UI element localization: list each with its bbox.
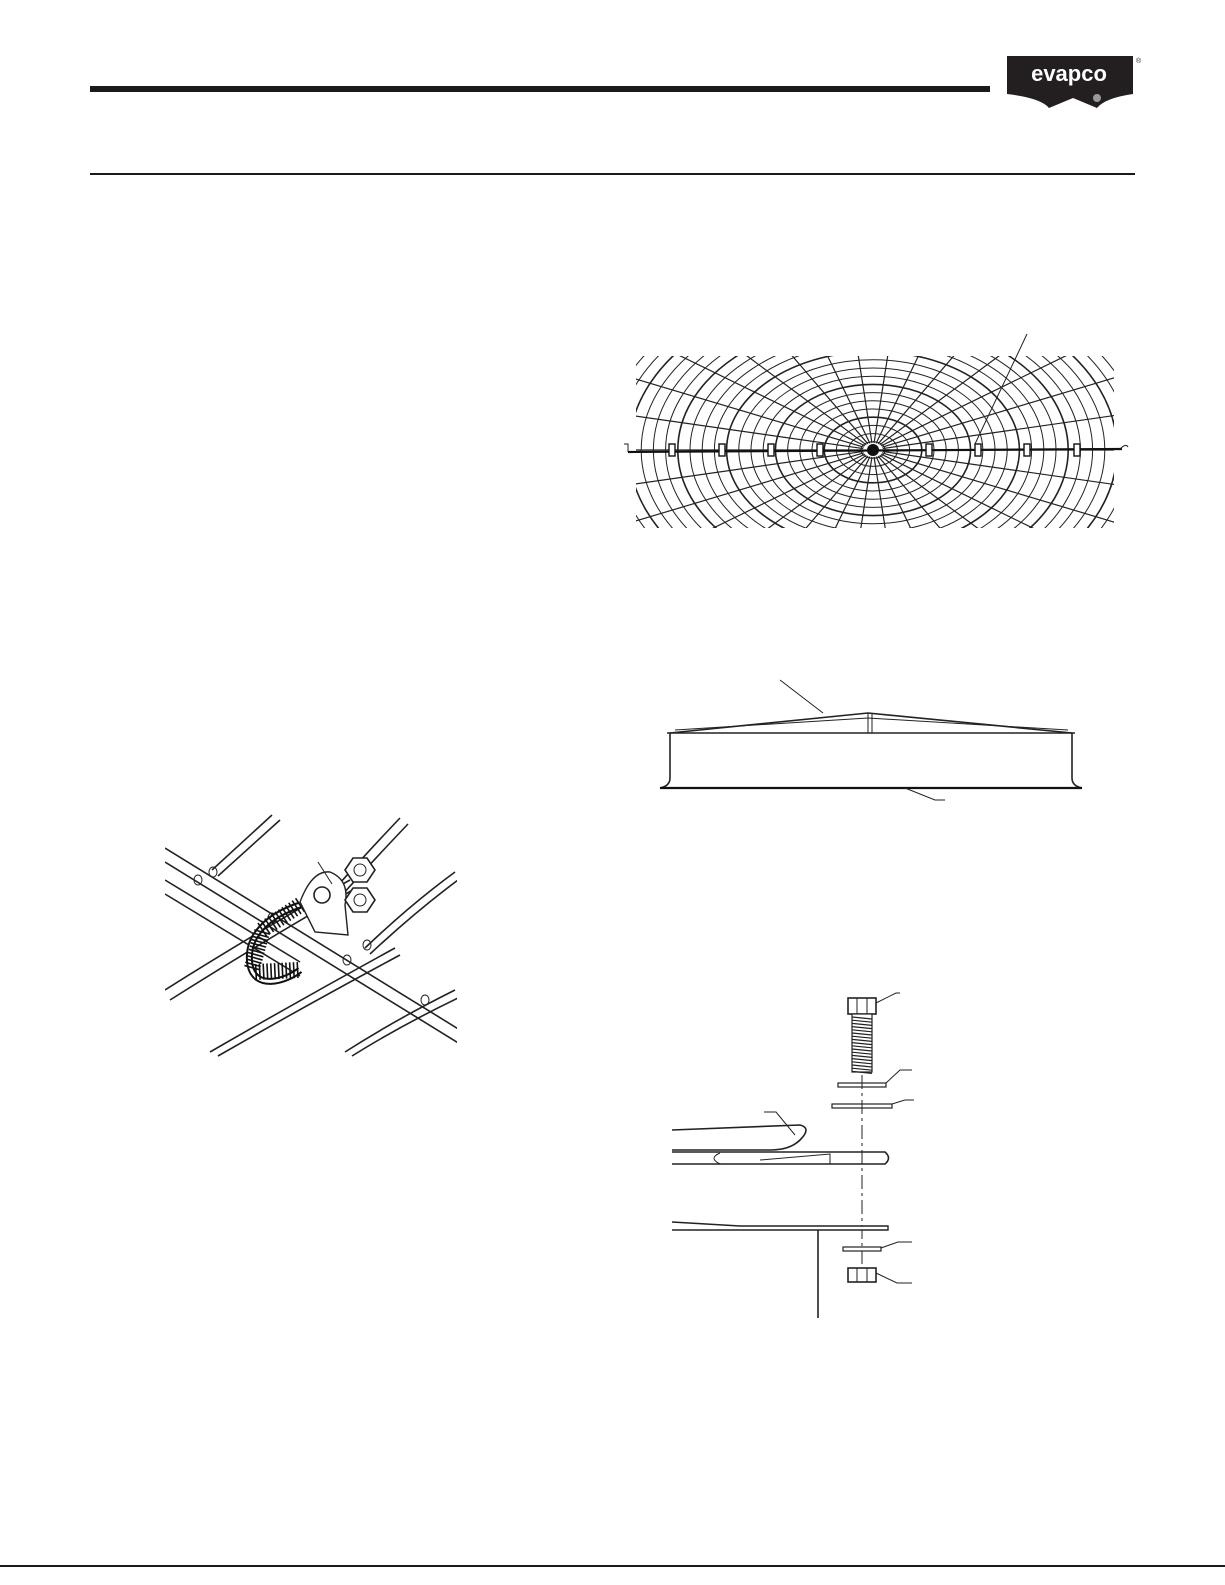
bolt-assembly-figure [668,990,928,1320]
top-rule [90,86,990,92]
logo-text: evapco [1031,61,1107,86]
footer-rule [0,1565,1225,1567]
header-rule [90,173,1135,175]
registered-mark: ® [1136,58,1142,65]
fan-guard-side-view-figure [655,670,1095,815]
j-bolt-detail-figure [160,810,460,1060]
fan-guard-top-view-figure [620,330,1135,540]
evapco-logo [1005,54,1140,110]
